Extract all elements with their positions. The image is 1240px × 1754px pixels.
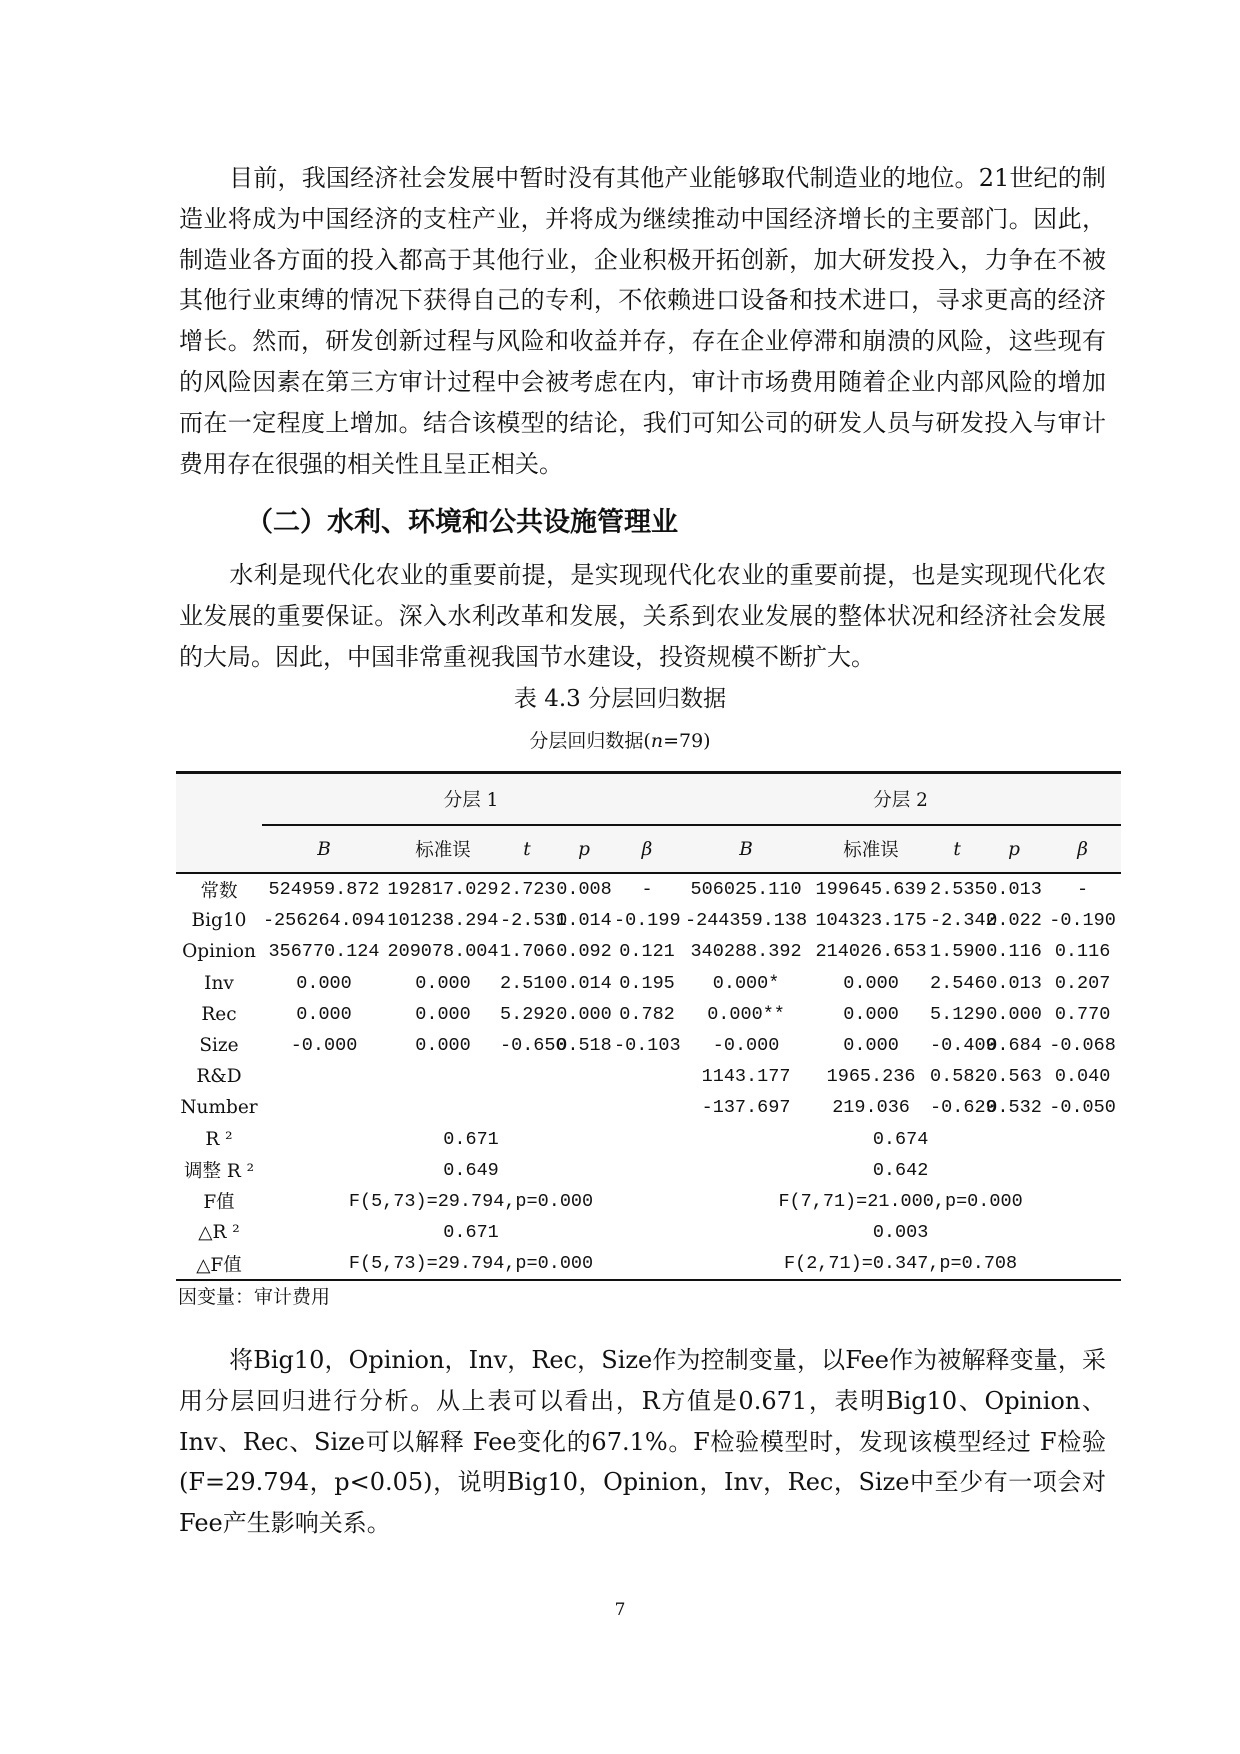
row-label: Number: [180, 1097, 258, 1119]
table-cell: 209078.004: [387, 941, 499, 963]
table-cell: 0.532: [986, 1097, 1042, 1119]
table-row: [176, 968, 1121, 999]
table-cell: 0.000*: [712, 972, 780, 994]
table-cell: 0.040: [1054, 1066, 1111, 1088]
table-cell: 0.116: [1054, 941, 1111, 963]
table-cell: 340288.392: [690, 941, 802, 963]
table-cell: 0.000: [556, 1003, 612, 1025]
subtitle-text: 分层回归数据(: [529, 730, 651, 752]
table-cell: 2.510: [500, 972, 556, 994]
paragraph-text: 目前，我国经济社会发展中暂时没有其他产业能够取代制造业的地位。21世纪的制造业将成为中国经济的支柱产业，并将成为继续推动中国经济增长的主要部门。因此，制造业各方面的投入都高于其他行业，企业积极开拓创新，加大研发投入，力争在不被其他行业束缚的情况下获得自己的专利，不依赖进口设备和技术进口，寻求更高的经济增长。然而，研发创新过程与风险和收益并存，存在企业停滞和崩溃的风险，这些现有的风险因素在第三方审计过程中会被考虑在内，审计市场费用随着企业内部风险的增加而在一定程度上增加。结合该模型的结论，我们可知公司的研发人员与研发投入与审计费用存在很强的相关性且呈正相关。: [179, 164, 1106, 478]
table-cell: 0.000: [415, 1003, 471, 1025]
table-cell: 1.590: [930, 941, 986, 963]
row-label: Opinion: [182, 941, 256, 963]
column-header: t: [500, 825, 554, 873]
paragraph-text: 将Big10，Opinion，Inv，Rec，Size作为控制变量，以Fee作为被解释变量，采用分层回归进行分析。从上表可以看出，R方值是0.671，表明Big10、Opinion、Inv、Rec、Size可以解释 Fee变化的67.1%。F检验模型时，发现该模型经过 F检验 (F=29.794，p<0.05)，说明Big10，Opinion，Inv，Rec，Size中至少有一项会对Fee产生影响关系。: [179, 1346, 1106, 1538]
corner-cell: [176, 825, 262, 873]
table-cell: -137.697: [701, 1097, 791, 1119]
table-cell: 199645.639: [815, 879, 927, 901]
row-label: Size: [199, 1035, 239, 1057]
summary-value: 0.671: [443, 1222, 499, 1244]
table-cell: 0.195: [619, 972, 675, 994]
table-cell: 0.782: [619, 1003, 675, 1025]
summary-value: F(2,71)=0.347,p=0.708: [680, 1248, 1121, 1280]
table-cell: 1.706: [500, 941, 556, 963]
column-header: t: [930, 825, 984, 873]
table-cell: 524959.872: [268, 879, 380, 901]
table-cell: 0.207: [1054, 972, 1111, 994]
layer1-header: 分层 1: [262, 773, 680, 826]
table-row: [176, 1030, 1121, 1061]
table-row: [176, 873, 1121, 905]
summary-value: F(5,73)=29.794,p=0.000: [262, 1248, 680, 1280]
row-label: △R ²: [198, 1222, 240, 1244]
table-cell: -2.342: [930, 910, 997, 932]
table-row: [176, 999, 1121, 1030]
table-cell: [386, 1061, 500, 1092]
column-header: 标准误: [812, 825, 930, 873]
body-paragraph-3: [179, 1340, 1106, 1544]
summary-row: [176, 1124, 1121, 1155]
column-header: p: [554, 825, 614, 873]
layer2-header: 分层 2: [680, 773, 1121, 826]
corner-cell: [176, 773, 262, 826]
column-header: 标准误: [386, 825, 500, 873]
table-cell: 0.121: [619, 941, 675, 963]
table-cell: [262, 1061, 386, 1092]
table-cell: [614, 1061, 680, 1092]
table-cell: -0.103: [614, 1035, 681, 1057]
row-label: 常数: [200, 880, 238, 902]
page-number: 7: [614, 1600, 626, 1620]
paragraph-text: 水利是现代化农业的重要前提，是实现现代化农业的重要前提，也是实现现代化农业发展的重要保证。深入水利改革和发展，关系到农业发展的整体状况和经济社会发展的大局。因此，中国非常重视我国节水建设，投资规模不断扩大。: [179, 561, 1106, 671]
row-label: Rec: [201, 1003, 237, 1025]
body-paragraph-1: [179, 158, 1106, 484]
regression-table: [176, 771, 1121, 1281]
table-cell: 1965.236: [826, 1066, 916, 1088]
table-cell: 0.092: [556, 941, 612, 963]
table-cell: 0.000: [415, 1035, 471, 1057]
table-note: 因变量：审计费用: [178, 1286, 331, 1308]
row-label: F值: [203, 1192, 235, 1214]
table-cell: 0.013: [986, 879, 1042, 901]
row-label: Inv: [204, 972, 234, 994]
table-cell: 0.563: [986, 1066, 1042, 1088]
table-cell: 104323.175: [815, 910, 927, 932]
table-cell: 5.292: [500, 1003, 556, 1025]
table-cell: -0.000: [290, 1035, 358, 1057]
body-paragraph-2: [179, 555, 1106, 677]
table-cell: 0.000: [843, 972, 899, 994]
column-header: β: [1044, 825, 1121, 873]
table-cell: [554, 1061, 614, 1092]
column-header: B: [262, 825, 386, 873]
summary-value: 0.671: [443, 1128, 499, 1150]
table-subtitle: [0, 726, 1240, 753]
table-cell: [614, 1092, 680, 1123]
table-cell: 0.770: [1054, 1003, 1111, 1025]
table-cell: 0.000**: [707, 1003, 785, 1025]
column-header: p: [984, 825, 1044, 873]
subtitle-n: n: [650, 730, 664, 752]
table-cell: -: [1077, 879, 1089, 901]
table-cell: -0.629: [930, 1097, 997, 1119]
table-cell: 192817.029: [387, 879, 499, 901]
table-cell: 0.014: [556, 972, 612, 994]
summary-row: [176, 1217, 1121, 1248]
table-cell: 0.116: [986, 941, 1042, 963]
table-cell: [500, 1092, 554, 1123]
summary-value: 0.642: [872, 1159, 929, 1181]
row-label: R&D: [196, 1066, 242, 1088]
table-cell: 101238.294: [387, 910, 499, 932]
summary-value: 0.674: [872, 1128, 929, 1150]
table-cell: [386, 1092, 500, 1123]
table-cell: -2.531: [500, 910, 567, 932]
table-cell: [262, 1092, 386, 1123]
table-cell: [554, 1092, 614, 1123]
table-cell: 0.518: [556, 1035, 612, 1057]
summary-value: 0.003: [872, 1222, 929, 1244]
table-cell: -0.068: [1049, 1035, 1116, 1057]
table-cell: 0.014: [556, 910, 612, 932]
summary-row: [176, 1248, 1121, 1280]
table-cell: 5.129: [930, 1003, 986, 1025]
table-row: [176, 1092, 1121, 1123]
table-cell: -0.000: [712, 1035, 780, 1057]
table-cell: 1143.177: [701, 1066, 791, 1088]
table-cell: 0.000: [296, 972, 352, 994]
table-cell: 2.546: [930, 972, 986, 994]
column-header: B: [680, 825, 812, 873]
table-row: [176, 905, 1121, 936]
column-header: β: [614, 825, 680, 873]
summary-row: [176, 1186, 1121, 1217]
summary-value: 0.649: [443, 1159, 499, 1181]
table-caption: 表 4.3 分层回归数据: [513, 686, 727, 712]
table-cell: -0.190: [1049, 910, 1116, 932]
table-cell: [500, 1061, 554, 1092]
table-cell: 356770.124: [268, 941, 380, 963]
row-label: 调整 R ²: [183, 1161, 255, 1183]
table-cell: 0.022: [986, 910, 1042, 932]
table-cell: 2.535: [930, 879, 986, 901]
summary-value: F(7,71)=21.000,p=0.000: [778, 1190, 1023, 1212]
summary-value: F(5,73)=29.794,p=0.000: [348, 1190, 594, 1212]
table-cell: 0.008: [556, 879, 612, 901]
table-cell: 214026.653: [815, 941, 927, 963]
table-cell: 0.000: [986, 1003, 1042, 1025]
table-cell: -0.199: [614, 910, 681, 932]
table-cell: 506025.110: [690, 879, 802, 901]
row-label: R ²: [205, 1128, 233, 1150]
table-cell: 0.000: [843, 1035, 899, 1057]
row-label: △F值: [176, 1248, 262, 1280]
table-cell: -256264.094: [262, 910, 386, 932]
table-cell: 0.000: [843, 1003, 899, 1025]
table-cell: 0.013: [986, 972, 1042, 994]
table-cell: 2.723: [500, 879, 556, 901]
table-cell: 0.000: [296, 1003, 352, 1025]
summary-row: [176, 1155, 1121, 1186]
table-cell: 0.684: [986, 1035, 1042, 1057]
table-cell: -0.050: [1049, 1097, 1116, 1119]
table-cell: 0.582: [930, 1066, 986, 1088]
table-cell: -0.650: [500, 1035, 567, 1057]
table-cell: 0.000: [415, 972, 471, 994]
subtitle-text: =79): [663, 730, 711, 752]
table-cell: 219.036: [832, 1097, 910, 1119]
table-cell: -: [641, 879, 653, 901]
table-row: [176, 936, 1121, 967]
row-label: Big10: [191, 910, 247, 932]
table-cell: -0.409: [930, 1035, 997, 1057]
table-row: [176, 1061, 1121, 1092]
table-cell: -244359.138: [684, 910, 808, 932]
section-heading: （二）水利、环境和公共设施管理业: [246, 507, 678, 538]
